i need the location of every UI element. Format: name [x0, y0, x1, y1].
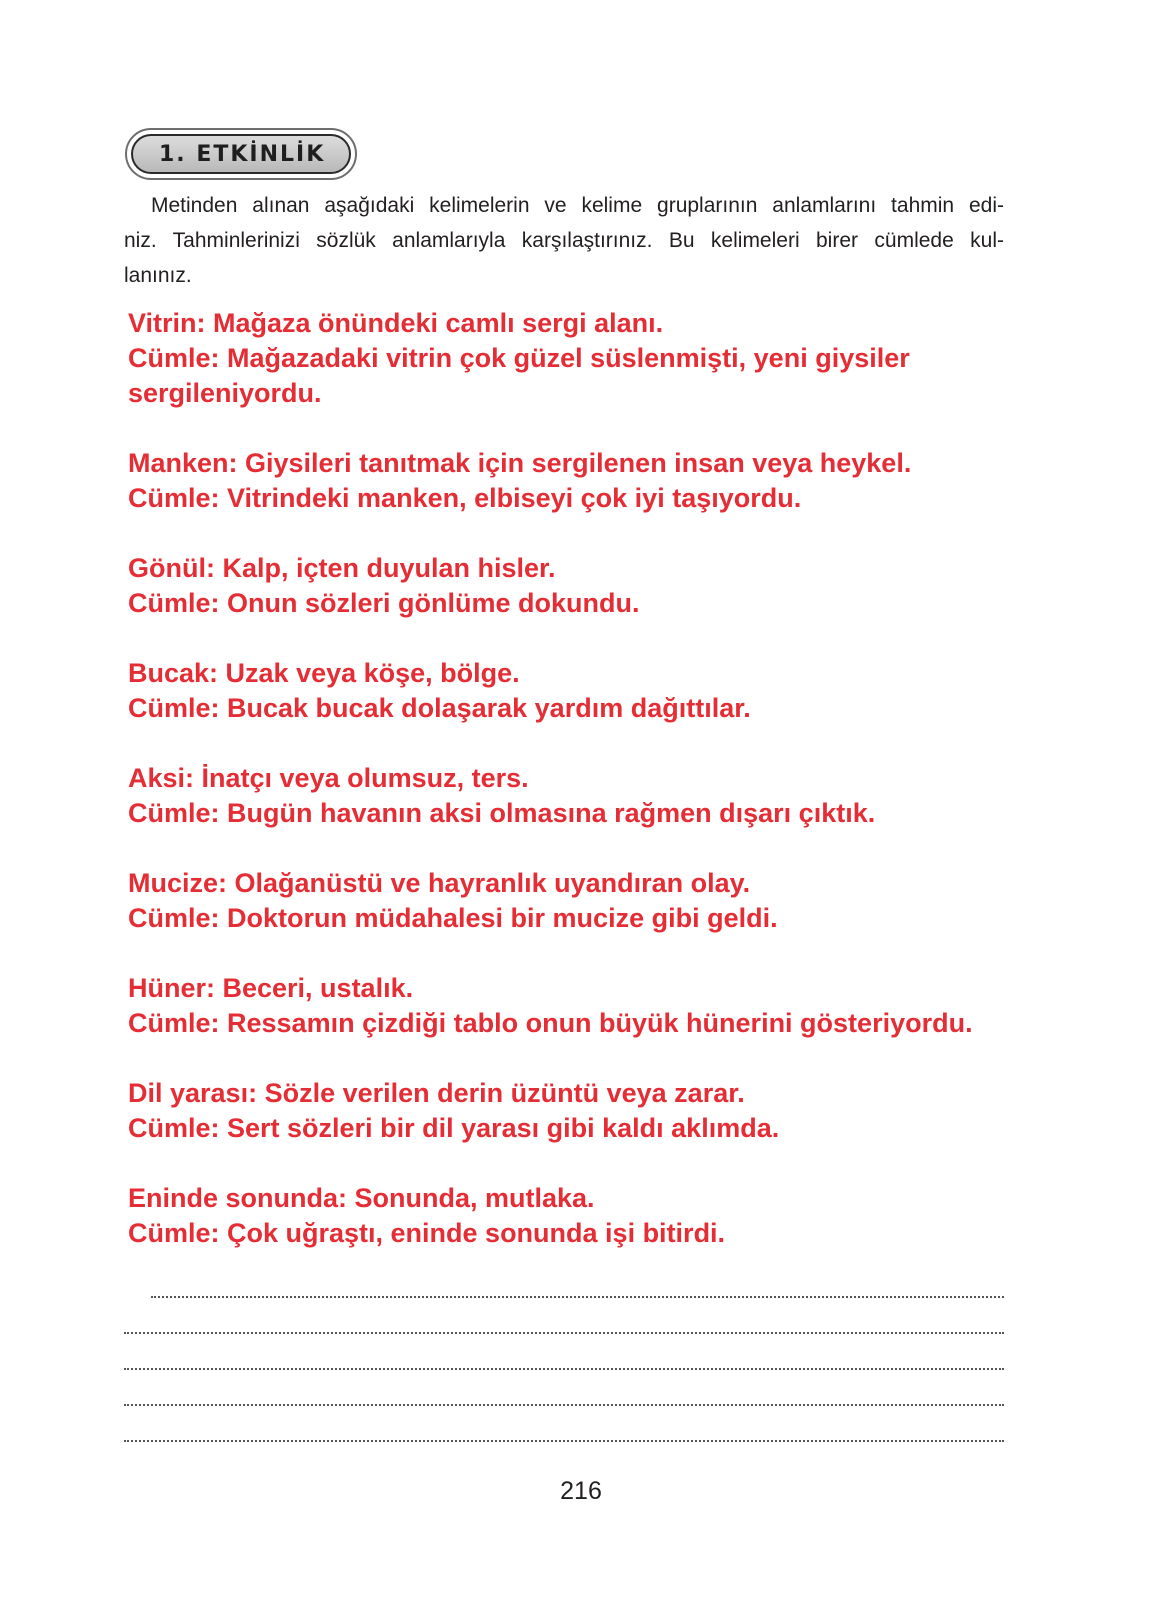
answer-sentence: Cümle: Mağazadaki vitrin çok güzel süslenmişti, yeni giysiler	[128, 343, 910, 373]
answer-entry-eninde-sonunda	[128, 1181, 1028, 1251]
answer-definition: Gönül: Kalp, içten duyulan hisler.	[128, 553, 556, 583]
answer-sentence-continued: sergileniyordu.	[128, 378, 322, 408]
answer-entry-gonul	[128, 551, 1028, 621]
answer-sentence: Cümle: Bugün havanın aksi olmasına rağmen dışarı çıktık.	[128, 798, 876, 828]
answer-definition: Mucize: Olağanüstü ve hayranlık uyandıran olay.	[128, 868, 751, 898]
instructions-line-1: Metinden alınan aşağıdaki kelimelerin ve kelime gruplarının anlamlarını tahmin edi-	[151, 194, 1004, 217]
answer-definition: Aksi: İnatçı veya olumsuz, ters.	[128, 763, 529, 793]
answer-definition: Hüner: Beceri, ustalık.	[128, 973, 414, 1003]
answer-entry-vitrin	[128, 306, 1028, 411]
instructions-paragraph	[124, 188, 1004, 293]
answer-entry-manken	[128, 446, 1028, 516]
answer-definition: Vitrin: Mağaza önündeki camlı sergi alanı.	[128, 308, 664, 338]
answer-sentence: Cümle: Ressamın çizdiği tablo onun büyük hünerini gösteriyordu.	[128, 1008, 973, 1038]
activity-title: 1. ETKİNLİK	[159, 141, 326, 167]
dotted-writing-line	[124, 1404, 1004, 1406]
answer-definition: Eninde sonunda: Sonunda, mutlaka.	[128, 1183, 595, 1213]
activity-badge-inner	[131, 134, 351, 174]
page-number: 216	[560, 1477, 602, 1505]
answer-sentence: Cümle: Sert sözleri bir dil yarası gibi kaldı aklımda.	[128, 1113, 780, 1143]
answer-sentence: Cümle: Bucak bucak dolaşarak yardım dağıttılar.	[128, 693, 751, 723]
dotted-writing-line	[124, 1368, 1004, 1370]
answer-entry-bucak	[128, 656, 1028, 726]
instructions-line-2: niz. Tahminlerinizi sözlük anlamlarıyla karşılaştırınız. Bu kelimeleri birer cümlede kul-	[124, 229, 1004, 252]
answer-sentence: Cümle: Onun sözleri gönlüme dokundu.	[128, 588, 640, 618]
answer-entry-aksi	[128, 761, 1028, 831]
answers-list	[128, 306, 1028, 1286]
answer-entry-mucize	[128, 866, 1028, 936]
answer-definition: Manken: Giysileri tanıtmak için sergilenen insan veya heykel.	[128, 448, 912, 478]
writing-lines	[124, 1296, 1004, 1476]
activity-badge	[125, 128, 357, 180]
answer-sentence: Cümle: Çok uğraştı, eninde sonunda işi bitirdi.	[128, 1218, 726, 1248]
answer-sentence: Cümle: Doktorun müdahalesi bir mucize gibi geldi.	[128, 903, 778, 933]
dotted-writing-line	[124, 1440, 1004, 1442]
instructions-line-3: lanınız.	[124, 264, 192, 287]
answer-definition: Bucak: Uzak veya köşe, bölge.	[128, 658, 520, 688]
answer-entry-dil-yarasi	[128, 1076, 1028, 1146]
dotted-writing-line	[124, 1332, 1004, 1334]
answer-definition: Dil yarası: Sözle verilen derin üzüntü veya zarar.	[128, 1078, 745, 1108]
dotted-writing-line	[151, 1296, 1004, 1298]
answer-entry-huner	[128, 971, 1028, 1041]
answer-sentence: Cümle: Vitrindeki manken, elbiseyi çok iyi taşıyordu.	[128, 483, 802, 513]
